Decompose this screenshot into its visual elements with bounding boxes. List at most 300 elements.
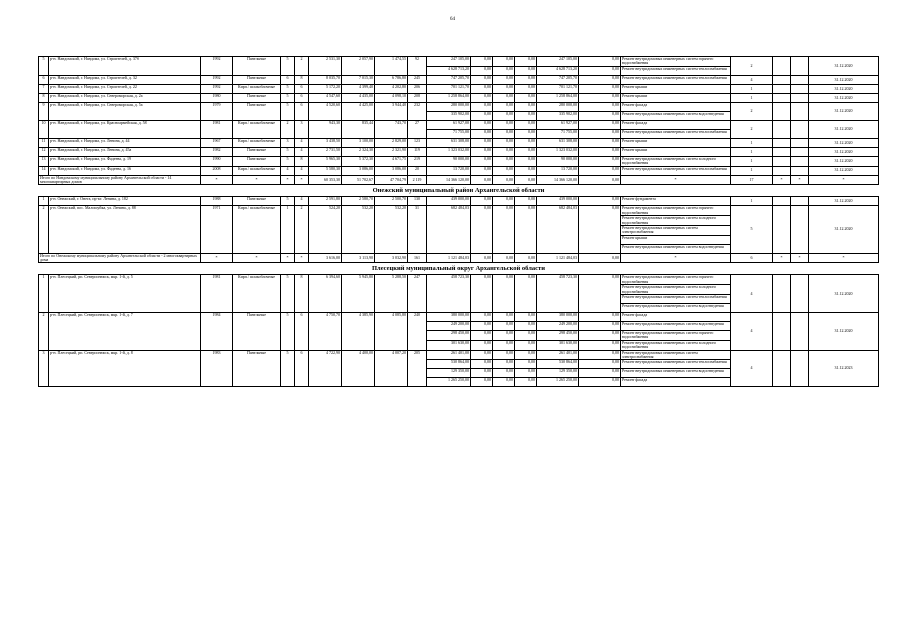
cell-a3: 6 786,80 <box>375 75 408 84</box>
cell-z2: 0,00 <box>493 57 515 67</box>
cell-z2: 0,00 <box>493 369 515 378</box>
cell-work-count: 1 <box>731 166 773 175</box>
cell-a1: 3 438,50 <box>309 138 342 147</box>
cell-a2: 7 015,30 <box>342 75 375 84</box>
cell-star: * <box>621 253 731 263</box>
table-row <box>39 84 879 93</box>
cell-a2: 51 702,67 <box>342 175 375 185</box>
cell-ent: 6 <box>295 93 309 102</box>
cell-empty <box>791 147 809 156</box>
section-plesetsk <box>39 263 879 275</box>
cell-z3: 0,00 <box>515 138 537 147</box>
cell-no: 12 <box>39 147 49 156</box>
cell-a3: 4 085,80 <box>375 313 408 351</box>
cell-ent: 4 <box>295 147 309 156</box>
table-row <box>39 206 879 216</box>
cell-work-count: 1 <box>731 138 773 147</box>
cell-empty <box>773 313 791 351</box>
cell-a3: 2 500,70 <box>375 197 408 206</box>
cell-empty <box>791 156 809 166</box>
cell-end-date: 31.12.2020 <box>809 197 879 206</box>
cell-addr: р-н. Нандомский, г. Нандома, ул. Красноармейская, д. 58 <box>49 120 201 138</box>
cell-z1: 0,00 <box>471 253 493 263</box>
cell-ppl: 123 <box>408 138 427 147</box>
cell-z4: 0,00 <box>579 120 621 129</box>
table-row <box>39 313 879 322</box>
cell-star: * <box>201 253 233 263</box>
cell-no: 10 <box>39 120 49 138</box>
housing-repair-table <box>38 56 879 387</box>
cell-a2: 4 400,00 <box>342 350 375 387</box>
cell-wall: Кирп./ шлакоблочные <box>233 120 281 138</box>
cell-a1: 3 616,00 <box>309 253 342 263</box>
cell-z2: 0,00 <box>493 350 515 360</box>
cell-fl: 3 <box>281 138 295 147</box>
cell-cost: 14 366 120,00 <box>427 175 471 185</box>
cell-empty <box>791 84 809 93</box>
cell-ent: 6 <box>295 84 309 93</box>
cell-z3: 0,00 <box>515 197 537 206</box>
cell-a3: 4 007,20 <box>375 350 408 387</box>
cell-work-type: Ремонт крыши <box>621 84 731 93</box>
cell-star: * <box>201 175 233 185</box>
cell-z4: 0,00 <box>579 175 621 185</box>
cell-empty <box>773 156 791 166</box>
cell-fl: 5 <box>281 156 295 166</box>
cell-ent: 6 <box>295 313 309 351</box>
cell-own: 61 927,00 <box>537 120 579 129</box>
cell-z1: 0,00 <box>471 57 493 67</box>
cell-wall: Панельные <box>233 75 281 84</box>
cell-ent: 3 <box>295 120 309 138</box>
cell-cost: 280 000,00 <box>427 102 471 111</box>
cell-own: 301 630,00 <box>537 340 579 350</box>
cell-year: 1992 <box>201 84 233 93</box>
cell-work-type: Ремонт фундамента <box>621 197 731 206</box>
cell-z2: 0,00 <box>493 93 515 102</box>
cell-work-type: Ремонт внутридомовых инженерных систем теплоснабжения <box>621 75 731 84</box>
cell-a1: 4 750,70 <box>309 313 342 351</box>
cell-ent: 8 <box>295 75 309 84</box>
cell-z4: 0,00 <box>579 75 621 84</box>
page-number: 64 <box>450 17 455 22</box>
cell-a1: 4 520,60 <box>309 102 342 120</box>
cell-work-type: Ремонт внутридомовых инженерных систем теплоснабжения <box>621 166 731 175</box>
cell-work-type: Ремонт внутридомовых инженерных систем теплоснабжения <box>621 360 731 369</box>
cell-z1: 0,00 <box>471 313 493 322</box>
cell-ppl: 92 <box>408 57 427 76</box>
cell-addr: р-н. Нандомский, г. Нандома, ул. Строителей, д. 22 <box>49 84 201 93</box>
cell-z1: 0,00 <box>471 129 493 138</box>
cell-a3: 1 474,55 <box>375 57 408 76</box>
total-row <box>39 253 879 263</box>
cell-cost: 682 484,03 <box>427 206 471 253</box>
cell-z4: 0,00 <box>579 166 621 175</box>
cell-a1: 524,20 <box>309 206 342 253</box>
cell-end-date: 31.12.2020 <box>809 156 879 166</box>
cell-wall: Кирп./ шлакоблочные <box>233 84 281 93</box>
cell-cost: 631 308,00 <box>427 138 471 147</box>
cell-no: 11 <box>39 138 49 147</box>
cell-cost: 298 450,00 <box>427 331 471 341</box>
cell-work-type: Ремонт внутридомовых инженерных систем электроснабжения <box>621 350 731 360</box>
cell-no: 2 <box>39 313 49 351</box>
cell-ppl: 240 <box>408 313 427 351</box>
cell-empty <box>773 93 791 102</box>
cell-ppl: 130 <box>408 197 427 206</box>
cell-z1: 0,00 <box>471 166 493 175</box>
cell-no: 9 <box>39 102 49 120</box>
cell-work-count: 1 <box>731 197 773 206</box>
cell-own: 458 723,30 <box>537 275 579 313</box>
cell-fl: 5 <box>281 93 295 102</box>
cell-cost: 458 723,30 <box>427 275 471 313</box>
cell-fl: 5 <box>281 275 295 313</box>
cell-a1: 6 394,60 <box>309 275 342 313</box>
cell-fl: 1 <box>281 206 295 253</box>
cell-work-type: Ремонт внутридомовых инженерных систем теплоснабжения <box>621 129 731 138</box>
cell-z3: 0,00 <box>515 331 537 341</box>
cell-no: 14 <box>39 166 49 175</box>
cell-no: 5 <box>39 57 49 76</box>
cell-z3: 0,00 <box>515 93 537 102</box>
cell-a2: 5 945,80 <box>342 275 375 313</box>
cell-cost: 530 864,00 <box>427 360 471 369</box>
cell-a1: 5 580,30 <box>309 166 342 175</box>
cell-z2: 0,00 <box>493 275 515 313</box>
cell-cost: 13 720,00 <box>427 166 471 175</box>
cell-a3: 532,20 <box>375 206 408 253</box>
cell-end-date: 31.12.2020 <box>809 84 879 93</box>
cell-own: 1 121 484,03 <box>537 253 579 263</box>
cell-ppl: 232 <box>408 102 427 120</box>
cell-own: 530 864,00 <box>537 360 579 369</box>
cell-year: 2008 <box>201 166 233 175</box>
program-table-sheet <box>38 56 878 599</box>
cell-z1: 0,00 <box>471 378 493 387</box>
cell-own: 631 308,00 <box>537 138 579 147</box>
cell-fl: 5 <box>281 313 295 351</box>
cell-own: 249 200,00 <box>537 322 579 331</box>
cell-wall: Кирп./ шлакоблочные <box>233 138 281 147</box>
cell-z3: 0,00 <box>515 66 537 75</box>
cell-z1: 0,00 <box>471 340 493 350</box>
cell-ppl: 208 <box>408 93 427 102</box>
cell-empty <box>773 84 791 93</box>
cell-z4: 0,00 <box>579 369 621 378</box>
cell-empty <box>773 206 791 253</box>
cell-work-count: 4 <box>731 75 773 84</box>
cell-z3: 0,00 <box>515 322 537 331</box>
cell-ent: 6 <box>295 102 309 120</box>
cell-addr: р-н. Нандомский, г. Нандома, ул. Строителей, д. 32 <box>49 75 201 84</box>
cell-z2: 0,00 <box>493 197 515 206</box>
cell-ppl: 205 <box>408 350 427 387</box>
cell-ppl: 245 <box>408 75 427 84</box>
table-body <box>39 57 879 387</box>
cell-work-type: Ремонт фасада <box>621 378 731 387</box>
cell-work-type: Ремонт внутридомовых инженерных систем водоотведения <box>621 369 731 378</box>
table-row <box>39 75 879 84</box>
cell-wall: Панельные <box>233 93 281 102</box>
cell-cost: 1 265 250,00 <box>427 378 471 387</box>
cell-own: 335 902,00 <box>537 111 579 120</box>
cell-a1: 60 353,30 <box>309 175 342 185</box>
cell-ppl: 27 <box>408 120 427 138</box>
cell-work-count: 17 <box>731 175 773 185</box>
cell-z2: 0,00 <box>493 331 515 341</box>
cell-own: 14 366 120,00 <box>537 175 579 185</box>
cell-fl: 6 <box>281 75 295 84</box>
table-row <box>39 197 879 206</box>
cell-z1: 0,00 <box>471 156 493 166</box>
cell-cost: 701 121,70 <box>427 84 471 93</box>
cell-a2: 3 113,90 <box>342 253 375 263</box>
cell-a1: 943,30 <box>309 120 342 138</box>
cell-addr: р-н. Нандомский, г. Нандома, ул. Фадеева, д. 16 <box>49 166 201 175</box>
cell-work-type: Ремонт крыши <box>621 93 731 102</box>
cell-fl: 5 <box>281 197 295 206</box>
cell-ent: 4 <box>295 197 309 206</box>
cell-work-type: Ремонт внутридомовых инженерных систем горячего водоснабжения <box>621 331 731 341</box>
cell-cost: 247 105,00 <box>427 57 471 67</box>
cell-own: 280 000,00 <box>537 102 579 111</box>
cell-z4: 0,00 <box>579 129 621 138</box>
cell-a2: 2 057,90 <box>342 57 375 76</box>
cell-z4: 0,00 <box>579 253 621 263</box>
cell-z4: 0,00 <box>579 322 621 331</box>
cell-z2: 0,00 <box>493 253 515 263</box>
cell-empty <box>791 206 809 253</box>
cell-z4: 0,00 <box>579 66 621 75</box>
cell-own: 298 450,00 <box>537 331 579 341</box>
cell-own: 1 265 250,00 <box>537 378 579 387</box>
cell-star: * <box>809 175 879 185</box>
cell-star: * <box>233 175 281 185</box>
cell-work-count: 1 <box>731 147 773 156</box>
table-row <box>39 275 879 285</box>
cell-z3: 0,00 <box>515 129 537 138</box>
cell-empty <box>791 138 809 147</box>
cell-year: 1992 <box>201 57 233 76</box>
cell-ent: 2 <box>295 206 309 253</box>
cell-fl: 5 <box>281 84 295 93</box>
cell-wall: Панельные <box>233 156 281 166</box>
cell-ppl: 2 119 <box>408 175 427 185</box>
cell-empty <box>791 197 809 206</box>
total-row <box>39 175 879 185</box>
cell-empty <box>773 57 791 76</box>
cell-a1: 8 035,70 <box>309 75 342 84</box>
cell-z2: 0,00 <box>493 313 515 322</box>
cell-end-date: 31.12.2020 <box>809 166 879 175</box>
cell-fl: 4 <box>281 166 295 175</box>
cell-z4: 0,00 <box>579 197 621 206</box>
cell-end-date: 31.12.2020 <box>809 206 879 253</box>
cell-z4: 0,00 <box>579 156 621 166</box>
cell-z3: 0,00 <box>515 120 537 129</box>
cell-year: 1979 <box>201 102 233 120</box>
cell-z3: 0,00 <box>515 313 537 322</box>
cell-cost: 61 927,00 <box>427 120 471 129</box>
cell-end-date: 31.12.2020 <box>809 138 879 147</box>
cell-no: 3 <box>39 350 49 387</box>
cell-end-date: 31.12.2020 <box>809 102 879 120</box>
cell-end-date: 31.12.2020 <box>809 313 879 351</box>
cell-empty <box>791 275 809 313</box>
cell-work-type: Ремонт внутридомовых инженерных систем холодного водоснабжения <box>621 340 731 350</box>
cell-z2: 0,00 <box>493 102 515 111</box>
table-row <box>39 102 879 111</box>
cell-ent: 4 <box>295 138 309 147</box>
cell-z4: 0,00 <box>579 378 621 387</box>
cell-addr: р-н. Плесецкий, рп. Североонежск, мкр. 1-й, д. 5 <box>49 275 201 313</box>
cell-work-type: Ремонт внутридомовых инженерных систем водоотведения <box>621 322 731 331</box>
cell-z3: 0,00 <box>515 340 537 350</box>
cell-empty <box>773 147 791 156</box>
cell-year: 1988 <box>201 197 233 206</box>
cell-wall: Панельные <box>233 102 281 120</box>
cell-work-count: 4 <box>731 313 773 351</box>
cell-z2: 0,00 <box>493 147 515 156</box>
cell-work-count: 2 <box>731 102 773 120</box>
cell-fl: 5 <box>281 147 295 156</box>
cell-addr: р-н. Нандомский, г. Нандома, ул. Североморская, д. 2а <box>49 93 201 102</box>
cell-z3: 0,00 <box>515 350 537 360</box>
cell-a3: 47 704,79 <box>375 175 408 185</box>
cell-a3: 2 829,00 <box>375 138 408 147</box>
cell-z4: 0,00 <box>579 147 621 156</box>
cell-year: 1980 <box>201 93 233 102</box>
cell-a2: 3 100,00 <box>342 138 375 147</box>
cell-empty <box>791 75 809 84</box>
cell-empty <box>773 75 791 84</box>
cell-a2: 3 086,00 <box>342 166 375 175</box>
cell-a1: 5 172,20 <box>309 84 342 93</box>
cell-z4: 0,00 <box>579 340 621 350</box>
cell-empty <box>773 350 791 387</box>
table-row <box>39 57 879 67</box>
cell-own: 129 350,00 <box>537 369 579 378</box>
cell-star: * <box>773 253 791 263</box>
cell-work-type: Ремонт фасада <box>621 313 731 322</box>
cell-z4: 0,00 <box>579 102 621 111</box>
cell-work-type: Ремонт крыши <box>621 235 731 244</box>
cell-z1: 0,00 <box>471 331 493 341</box>
cell-year: 1984 <box>201 313 233 351</box>
cell-a3: 2 321,90 <box>375 147 408 156</box>
cell-z4: 0,00 <box>579 350 621 360</box>
cell-own: 1 258 864,00 <box>537 93 579 102</box>
cell-z4: 0,00 <box>579 93 621 102</box>
cell-a2: 4 425,00 <box>342 102 375 120</box>
cell-addr: р-н. Нандомский, г. Нандома, ул. Североморская, д. 5а <box>49 102 201 120</box>
cell-z2: 0,00 <box>493 360 515 369</box>
cell-star: * <box>621 175 731 185</box>
cell-addr: р-н. Нандомский, г. Нандома, ул. Ленина, д. 45а <box>49 147 201 156</box>
cell-own: 380 000,00 <box>537 313 579 322</box>
cell-work-count: 1 <box>731 156 773 166</box>
cell-cost: 129 350,00 <box>427 369 471 378</box>
cell-a3: 4 202,80 <box>375 84 408 93</box>
cell-addr: р-н. Нандомский, г. Нандома, ул. Фадеева, д. 19 <box>49 156 201 166</box>
cell-empty <box>773 102 791 120</box>
cell-z3: 0,00 <box>515 84 537 93</box>
cell-no: 6 <box>39 75 49 84</box>
cell-star: * <box>281 253 295 263</box>
table-row <box>39 166 879 175</box>
cell-a1: 4 722,90 <box>309 350 342 387</box>
cell-work-type: Ремонт внутридомовых инженерных систем водоотведения <box>621 111 731 120</box>
cell-work-type: Ремонт внутридомовых инженерных систем теплоснабжения <box>621 295 731 304</box>
cell-ent: 4 <box>295 166 309 175</box>
cell-a1: 2 591,80 <box>309 197 342 206</box>
cell-cost: 301 630,00 <box>427 340 471 350</box>
cell-z3: 0,00 <box>515 57 537 67</box>
cell-work-type: Ремонт внутридомовых инженерных систем холодного водоснабжения <box>621 285 731 295</box>
cell-z1: 0,00 <box>471 66 493 75</box>
cell-star: * <box>295 253 309 263</box>
cell-a3: 3 086,00 <box>375 166 408 175</box>
cell-end-date: 31.12.2020 <box>809 120 879 138</box>
cell-ppl: 219 <box>408 156 427 166</box>
cell-z4: 0,00 <box>579 111 621 120</box>
cell-no: 7 <box>39 84 49 93</box>
cell-z1: 0,00 <box>471 138 493 147</box>
cell-work-type: Ремонт крыши <box>621 138 731 147</box>
cell-work-type: Ремонт внутридомовых инженерных систем холодного водоснабжения <box>621 216 731 226</box>
cell-star: * <box>281 175 295 185</box>
cell-own: 682 484,03 <box>537 206 579 253</box>
cell-z2: 0,00 <box>493 206 515 253</box>
cell-z1: 0,00 <box>471 75 493 84</box>
cell-a1: 4 547,60 <box>309 93 342 102</box>
cell-z4: 0,00 <box>579 84 621 93</box>
cell-wall: Панельные <box>233 350 281 387</box>
cell-a1: 2 731,50 <box>309 147 342 156</box>
cell-star: * <box>773 175 791 185</box>
cell-z1: 0,00 <box>471 322 493 331</box>
table-row <box>39 156 879 166</box>
cell-z3: 0,00 <box>515 156 537 166</box>
cell-cost: 439 000,00 <box>427 197 471 206</box>
cell-star: * <box>233 253 281 263</box>
section-onega <box>39 185 879 197</box>
cell-z2: 0,00 <box>493 138 515 147</box>
cell-a2: 835,44 <box>342 120 375 138</box>
cell-cost: 1 323 032,00 <box>427 147 471 156</box>
cell-z3: 0,00 <box>515 102 537 111</box>
cell-end-date: 31.12.2020 <box>809 75 879 84</box>
cell-star: * <box>791 253 809 263</box>
cell-year: 1983 <box>201 350 233 387</box>
cell-end-date: 31.12.2020 <box>809 275 879 313</box>
cell-z3: 0,00 <box>515 275 537 313</box>
cell-z1: 0,00 <box>471 197 493 206</box>
cell-ppl: 20 <box>408 166 427 175</box>
cell-year: 1971 <box>201 206 233 253</box>
cell-z1: 0,00 <box>471 175 493 185</box>
cell-empty <box>773 166 791 175</box>
cell-ppl: 161 <box>408 253 427 263</box>
cell-empty <box>791 57 809 76</box>
cell-z1: 0,00 <box>471 102 493 111</box>
cell-year: 1981 <box>201 275 233 313</box>
cell-ent: 8 <box>295 275 309 313</box>
cell-z2: 0,00 <box>493 111 515 120</box>
cell-no: 2 <box>39 206 49 253</box>
table-row <box>39 93 879 102</box>
